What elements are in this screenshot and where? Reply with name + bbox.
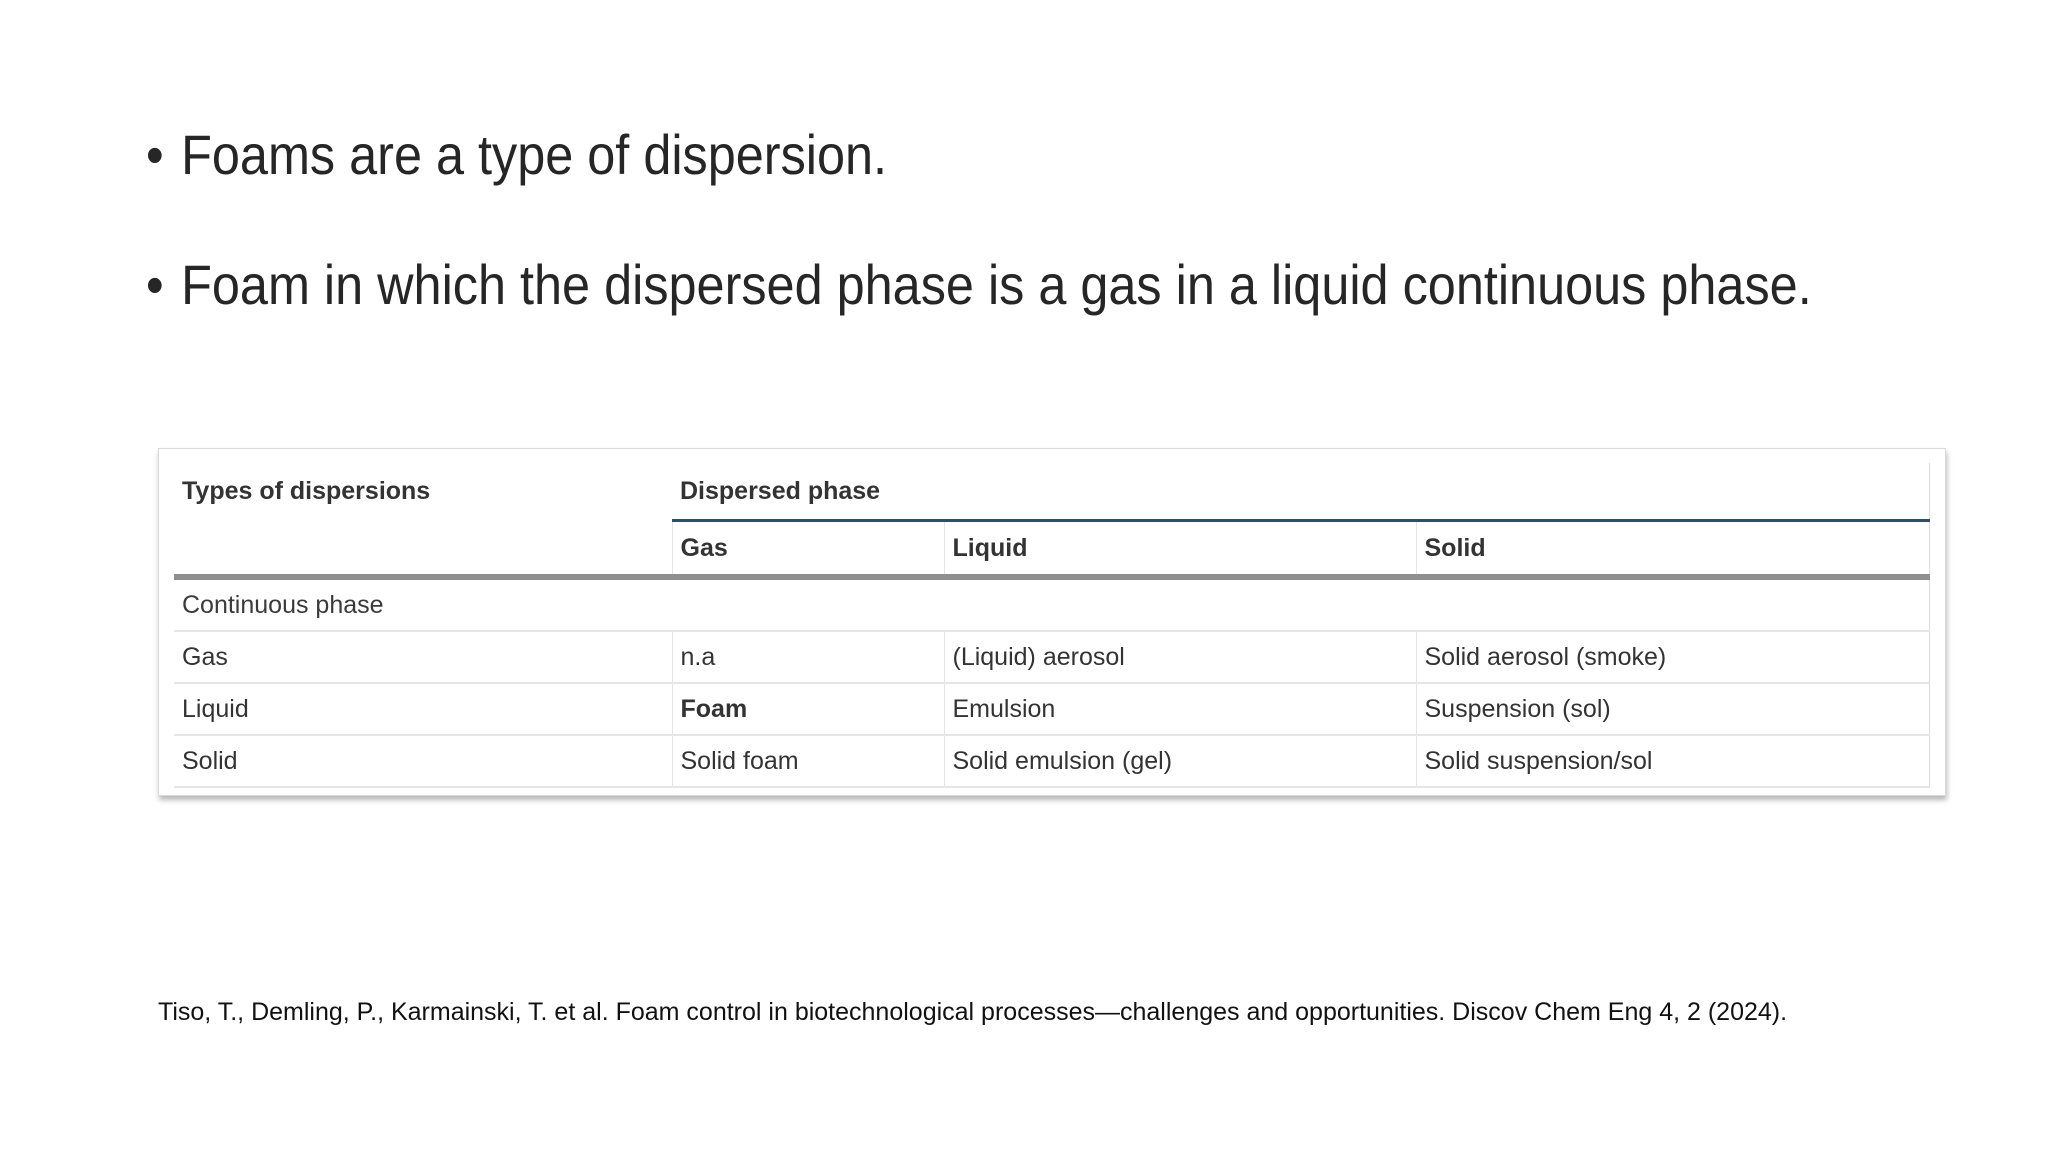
row-label: Liquid bbox=[174, 683, 672, 735]
dispersion-table-figure bbox=[158, 448, 1946, 796]
table-cell: (Liquid) aerosol bbox=[944, 631, 1416, 683]
table-cell: n.a bbox=[672, 631, 944, 683]
bullet-dot-icon: • bbox=[146, 123, 164, 186]
column-header-gas: Gas bbox=[672, 521, 944, 578]
table-row bbox=[174, 631, 1929, 683]
table-cell: Solid emulsion (gel) bbox=[944, 735, 1416, 787]
table-subheader-row bbox=[174, 521, 1929, 578]
table-row bbox=[174, 577, 1929, 631]
row-label: Gas bbox=[174, 631, 672, 683]
dispersion-table bbox=[174, 463, 1930, 788]
subheader-blank bbox=[174, 521, 672, 578]
table-cell: Emulsion bbox=[944, 683, 1416, 735]
bullet-text: Foam in which the dispersed phase is a gas in a liquid continuous phase. bbox=[181, 253, 1812, 316]
table-row bbox=[174, 735, 1929, 787]
bullet-list bbox=[146, 118, 1996, 322]
table-row bbox=[174, 683, 1929, 735]
table-cell: Solid foam bbox=[672, 735, 944, 787]
bullet-text: Foams are a type of dispersion. bbox=[181, 123, 888, 186]
bullet-item bbox=[146, 248, 1811, 322]
column-header-solid: Solid bbox=[1416, 521, 1929, 578]
table-cell-highlight: Foam bbox=[672, 683, 944, 735]
table-cell: Solid aerosol (smoke) bbox=[1416, 631, 1929, 683]
table-header-row bbox=[174, 463, 1929, 521]
citation: Tiso, T., Demling, P., Karmainski, T. et al. Foam control in biotechnological processes—challenges and opportunities. Discov Chem Eng 4, 2 (2024). bbox=[158, 998, 1788, 1026]
row-label: Solid bbox=[174, 735, 672, 787]
bullet-item bbox=[146, 118, 1811, 192]
column-header-liquid: Liquid bbox=[944, 521, 1416, 578]
table-cell: Suspension (sol) bbox=[1416, 683, 1929, 735]
continuous-phase-label: Continuous phase bbox=[174, 577, 1929, 631]
dispersed-phase-header: Dispersed phase bbox=[672, 463, 1929, 521]
bullet-dot-icon: • bbox=[146, 253, 164, 316]
table-cell: Solid suspension/sol bbox=[1416, 735, 1929, 787]
corner-header: Types of dispersions bbox=[182, 477, 431, 506]
